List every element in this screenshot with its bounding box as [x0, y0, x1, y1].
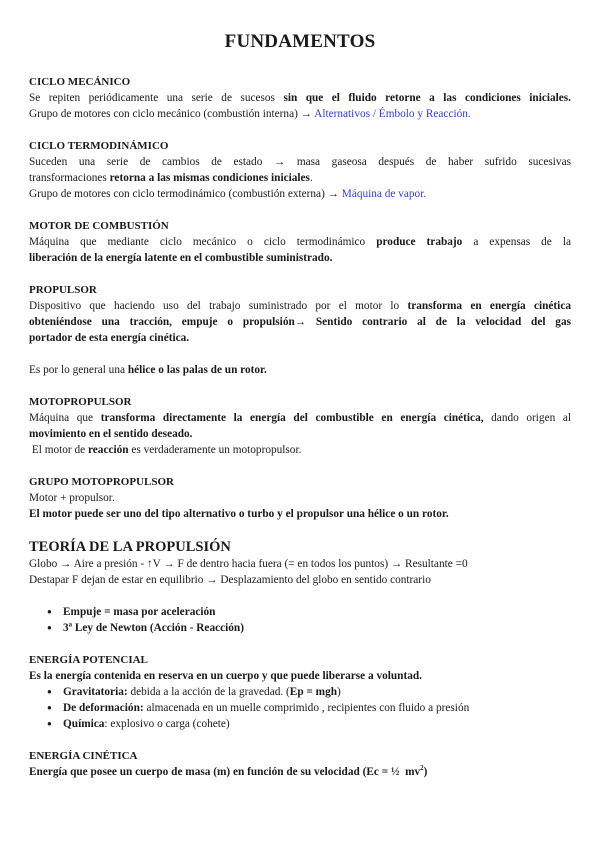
text: dando origen al	[483, 412, 571, 424]
spacer	[29, 588, 571, 604]
item-label: Química	[63, 718, 105, 730]
paragraph	[29, 506, 571, 522]
section-energia-potencial	[29, 652, 571, 732]
text: Grupo de motores con ciclo mecánico (combustión interna) →	[29, 108, 315, 120]
paragraph: Suceden una serie de cambios de estado → masa gaseosa después de haber sufrido sucesivas	[29, 156, 571, 168]
bold-text: liberación de la energía latente en el combustible suministrado.	[29, 252, 333, 264]
text: )	[337, 686, 341, 698]
highlight-text: Alternativos / Émbolo y Reacción.	[314, 108, 471, 120]
bold-text: produce trabajo	[376, 236, 463, 248]
paragraph	[29, 442, 571, 458]
section-heading: TEORÍA DE LA PROPULSIÓN	[29, 539, 231, 555]
bullet-list	[29, 604, 571, 636]
section-propulsor	[29, 282, 571, 378]
list-item	[51, 700, 571, 716]
paragraph	[29, 426, 571, 442]
section-motopropulsor	[29, 394, 571, 458]
section-heading: ENERGÍA CINÉTICA	[29, 750, 138, 762]
text: transformaciones	[29, 172, 110, 184]
formula: Ep = mgh	[289, 686, 338, 698]
bold-text: Empuje = masa por aceleración	[63, 606, 216, 618]
section-heading: PROPULSOR	[29, 284, 97, 296]
bullet-list	[29, 684, 571, 732]
bold-text: retorna a las mismas condiciones iniciales	[109, 172, 310, 184]
text: Grupo de motores con ciclo termodinámico (combustión externa) →	[29, 188, 342, 200]
paragraph	[29, 298, 571, 314]
item-label: De deformación:	[63, 702, 144, 714]
paragraph	[29, 362, 571, 378]
spacer	[29, 346, 571, 362]
paragraph	[29, 90, 571, 106]
bold-text: transforma directamente la energía del combustible en energía cinética,	[100, 412, 484, 424]
bold-text: hélice o las palas de un rotor.	[127, 364, 267, 376]
list-item	[51, 604, 571, 620]
paragraph	[29, 186, 571, 202]
paragraph	[29, 764, 571, 780]
section-motor-combustion	[29, 218, 571, 266]
text: Es por lo general una	[29, 364, 128, 376]
paragraph	[29, 314, 571, 330]
text: : explosivo o carga (cohete)	[104, 718, 230, 730]
text: Máquina que	[29, 412, 101, 424]
paragraph: Globo → Aire a presión - ↑V → F de dentro hacia fuera (= en todos los puntos) → Resultante =0	[29, 558, 468, 570]
section-heading: ENERGÍA POTENCIAL	[29, 654, 148, 666]
item-label: Gravitatoria:	[63, 686, 128, 698]
text: )	[423, 766, 428, 778]
section-energia-cinetica	[29, 748, 571, 780]
text: es verdaderamente un motopropulsor.	[128, 444, 302, 456]
text: almacenada en un muelle comprimido , recipientes con fluido a presión	[143, 702, 470, 714]
text: .	[309, 172, 313, 184]
bold-text: obteniéndose una tracción, empuje o propulsión→ Sentido contrario al de la velocidad del gas	[29, 316, 571, 328]
paragraph	[29, 106, 571, 122]
paragraph	[29, 330, 571, 346]
bold-text: 3ª Ley de Newton (Acción - Reacción)	[63, 622, 244, 634]
section-heading: GRUPO MOTOPROPULSOR	[29, 476, 174, 488]
bold-text: El motor puede ser uno del tipo alternativo o turbo y el propulsor una hélice o un rotor.	[29, 508, 449, 520]
section-heading: CICLO MECÁNICO	[29, 76, 131, 88]
section-heading: CICLO TERMODINÁMICO	[29, 140, 169, 152]
paragraph	[29, 170, 571, 186]
paragraph	[29, 250, 571, 266]
paragraph	[29, 668, 571, 684]
paragraph: Motor + propulsor.	[29, 492, 115, 504]
section-ciclo-termodinamico	[29, 138, 571, 202]
bold-text	[29, 766, 427, 778]
paragraph	[29, 410, 571, 426]
superscript: 2	[420, 764, 424, 773]
section-teoria-propulsion	[29, 538, 571, 636]
text: debida a la acción de la gravedad. (	[127, 686, 290, 698]
text: Se repiten periódicamente una serie de sucesos	[29, 92, 284, 104]
bold-text: Es la energía contenida en reserva en un cuerpo y que puede liberarse a voluntad.	[29, 670, 422, 682]
bold-text: sin que el fluido retorne a las condiciones iniciales.	[283, 92, 572, 104]
paragraph: Destapar F dejan de estar en equilibrio → Desplazamiento del globo en sentido contrario	[29, 574, 431, 586]
list-item	[51, 684, 571, 700]
page-title: FUNDAMENTOS	[224, 31, 376, 52]
bold-text: reacción	[87, 444, 129, 456]
text: El motor de	[29, 444, 88, 456]
section-grupo-motopropulsor	[29, 474, 571, 522]
paragraph	[29, 234, 571, 250]
text: Máquina que mediante ciclo mecánico o ciclo termodinámico	[29, 236, 377, 248]
bold-text: transforma en energía cinética	[407, 300, 571, 312]
section-heading: MOTOR DE COMBUSTIÓN	[29, 220, 169, 232]
section-ciclo-mecanico	[29, 74, 571, 122]
list-item	[51, 716, 571, 732]
bold-text: portador de esta energía cinética.	[29, 332, 190, 344]
text: Dispositivo que haciendo uso del trabajo suministrado por el motor lo	[29, 300, 408, 312]
text: Energía que posee un cuerpo de masa (m) en función de su velocidad (Ec = ½ mv	[29, 766, 421, 778]
section-heading: MOTOPROPULSOR	[29, 396, 132, 408]
list-item	[51, 620, 571, 636]
highlight-text: Máquina de vapor.	[341, 188, 427, 200]
bold-text: movimiento en el sentido deseado.	[29, 428, 193, 440]
text: a expensas de la	[462, 236, 571, 248]
